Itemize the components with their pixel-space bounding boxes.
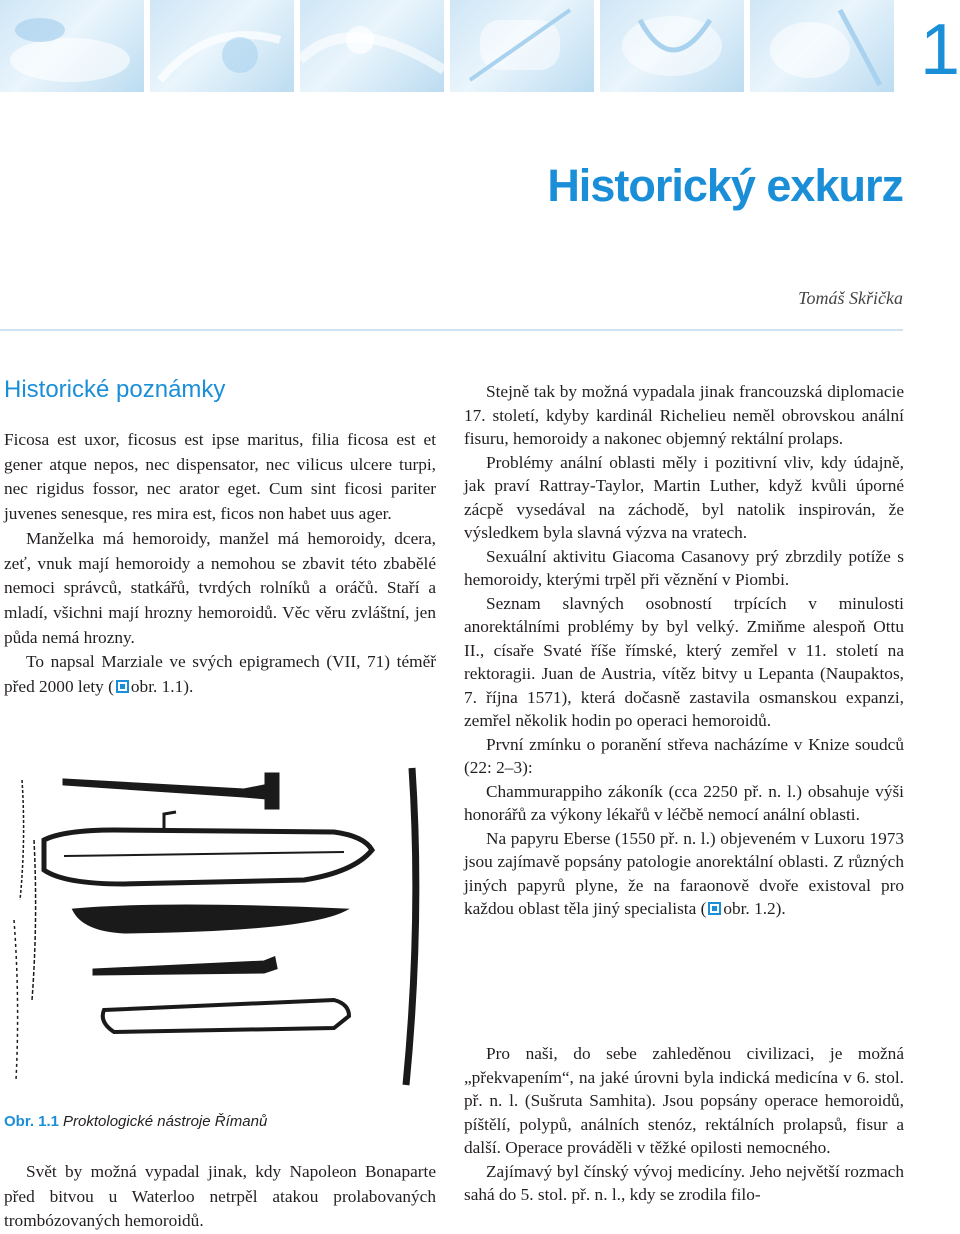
- chapter-author: Tomáš Skřička: [798, 288, 903, 308]
- paragraph: Problémy anální oblasti měly i pozitivní vliv, kdy údajně, jak praví Rattray-Taylor, Martin Luther, když kvůli úporné zácpě vysedával na záchodě, byl natolik inspirován, že výsledkem byla slavná výzva na vratech.: [464, 452, 904, 542]
- instrument: [94, 958, 276, 974]
- paragraph: Sexuální aktivitu Giacoma Casanovy prý zbrzdily potíže s hemoroidy, kterými trpěl při věznění v Piombi.: [464, 546, 904, 589]
- quote-paragraph: Chammurappiho zákoník (cca 2250 př. n. l.) obsahuje výši honorářů za výkony lékařů v léčbě nemocí anální oblasti.: [464, 781, 904, 824]
- handwritten-note: [32, 840, 36, 1000]
- paragraph: Pro naši, do sebe zahleděnou civilizaci, je možná „překvapením“, na jaké úrovni byla indická medicína v 6. stol. př. n. l. (Sušruta Samhita). Jsou popsány operace hemoroidů, píštělí, polypů, análních stenóz, rektálních prolapsů, fisur a další. Operace prováděli v těžké opilosti nemocného.: [464, 1044, 904, 1157]
- right-column: [464, 380, 904, 921]
- handwritten-note: [20, 780, 24, 900]
- figure-ref-icon: [708, 902, 721, 915]
- figure-ref-link[interactable]: obr. 1.1: [130, 677, 184, 697]
- paragraph-text: Na papyru Eberse (1550 př. n. l.) objeveném v Luxoru 1973 jsou zajímavě popsány patologie anorektální oblasti. Z různých jiných papyrů plyne, že na faraonově dvoře existoval pro každou oblast těla jiný specialista (: [464, 828, 904, 918]
- paragraph: [4, 650, 436, 699]
- banner-image: [150, 0, 294, 92]
- banner-image: [750, 0, 894, 92]
- paragraph: [4, 1160, 436, 1234]
- handwritten-note: [14, 920, 18, 1080]
- banner-image: [0, 0, 144, 92]
- figure-caption: [4, 1113, 267, 1130]
- figure-ref-link[interactable]: obr. 1.2: [723, 899, 776, 918]
- paragraph: Zajímavý byl čínský vývoj medicíny. Jeho největší rozmach sahá do 5. stol. př. n. l., kdy se zrodila filo-: [464, 1161, 904, 1204]
- paragraph: Seznam slavných osobností trpících v minulosti anorektálními problémy by byl velký. Zmiňme alespoň Ottu II., císaře Svaté říše římské, který zemřel v 11. století na rektoragii. Juan de Austria, vítěz bitvy u Lepanta (Naupaktos, 7. října 1571), která dočasně zastavila osmanskou expanzi, zemřel několik hodin po operaci hemoroidů.: [464, 593, 904, 730]
- paragraph: [464, 827, 904, 921]
- left-column: [4, 428, 436, 700]
- header-banner: [0, 0, 894, 92]
- paragraph-text: ).: [775, 899, 786, 918]
- paragraph-text: ).: [183, 677, 194, 697]
- instrument: [103, 1000, 349, 1032]
- figure-instruments: [4, 760, 436, 1090]
- instrument: [406, 768, 416, 1085]
- figure-ref-icon: [116, 680, 129, 693]
- divider: [0, 329, 903, 331]
- right-column-lower: [464, 1042, 904, 1207]
- banner-image: [450, 0, 594, 92]
- caption-text: Proktologické nástroje Římanů: [63, 1113, 268, 1130]
- banner-image: [300, 0, 444, 92]
- chapter-number: 1: [919, 10, 960, 90]
- chapter-title: Historický exkurz: [547, 160, 903, 211]
- banner-image: [600, 0, 744, 92]
- paragraph-text: Svět by možná vypadal jinak, kdy Napoleon Bonaparte před bitvou u Waterloo netrpěl atakou prolabovaných trombózovaných hemoroidů.: [4, 1162, 436, 1231]
- instrument: [64, 780, 266, 798]
- figure-label: Obr. 1.1: [4, 1113, 60, 1130]
- paragraph: Manželka má hemoroidy, manžel má hemoroidy, dcera, zeť, vnuk mají hemoroidy a nemohou se zbavit této zbabělé nemoci správců, statkářů, tvrdých rolníků a oráčů. Staří a mladí, všichni mají hrozny hemoroidů. Věc věru zvláštní, jen půda nemá hrozny.: [4, 528, 436, 647]
- section-title: Historické poznámky: [4, 376, 226, 403]
- latin-epigram: Ficosa est uxor, ficosus est ipse maritus, filia ficosa est et gener atque nepos, nec dispensator, nec vilicus ulcere turpi, nec rigidus fossor, nec arator eget. Cum sint ficosi pariter juvenes senesque, res mira est, ficos non habet uus ager.: [4, 430, 436, 524]
- instrument: [266, 774, 278, 808]
- instrument: [44, 830, 372, 884]
- instrument: [74, 906, 344, 932]
- paragraph: Stejně tak by možná vypadala jinak francouzská diplomacie 17. století, kdyby kardinál Richelieu neměl obrovskou anální fisuru, hemoroidy a nakonec objemný rektální prolaps.: [464, 382, 904, 448]
- paragraph: První zmínku o poranění střeva nacházíme v Knize soudců (22: 2–3):: [464, 734, 904, 777]
- paragraph-text: To napsal Marziale ve svých epigramech (VII, 71) téměř před 2000 lety (: [4, 652, 436, 697]
